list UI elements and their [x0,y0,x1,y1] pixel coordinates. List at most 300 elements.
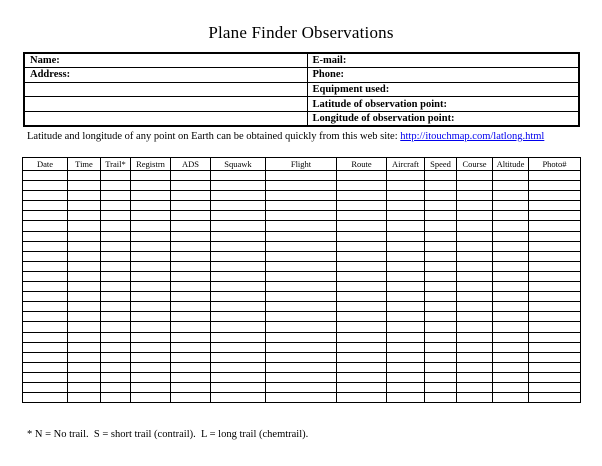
empty-cell [529,261,581,271]
empty-cell [529,342,581,352]
contact-row [24,68,579,83]
empty-cell [425,221,457,231]
empty-cell [337,211,387,221]
empty-cell [425,181,457,191]
empty-cell [101,282,131,292]
empty-cell [101,261,131,271]
empty-observation-row [23,271,581,281]
empty-cell [457,372,493,382]
empty-cell [266,171,337,181]
empty-cell [387,221,425,231]
empty-observation-row [23,201,581,211]
empty-cell [23,191,68,201]
empty-cell [337,282,387,292]
empty-cell [131,271,171,281]
empty-cell [457,332,493,342]
empty-cell [266,181,337,191]
empty-cell [337,201,387,211]
latlong-link[interactable]: http://itouchmap.com/latlong.html [400,131,545,142]
contact-left-cell [24,82,307,97]
empty-cell [457,362,493,372]
empty-cell [68,282,101,292]
empty-cell [131,241,171,251]
empty-cell [529,292,581,302]
empty-cell [131,362,171,372]
empty-cell [211,302,266,312]
empty-cell [131,332,171,342]
empty-cell [211,322,266,332]
empty-observation-row [23,211,581,221]
empty-cell [101,342,131,352]
empty-cell [23,231,68,241]
empty-cell [425,251,457,261]
empty-cell [529,211,581,221]
empty-cell [387,231,425,241]
empty-cell [337,372,387,382]
empty-cell [131,352,171,362]
empty-cell [493,211,529,221]
contact-info-table [23,52,580,127]
contact-right-cell: E-mail: [307,53,579,68]
empty-cell [23,382,68,392]
empty-cell [493,221,529,231]
contact-left-cell: Address: [24,68,307,83]
empty-cell [23,393,68,403]
empty-cell [493,251,529,261]
empty-cell [211,393,266,403]
empty-cell [425,241,457,251]
empty-cell [529,332,581,342]
empty-cell [101,352,131,362]
empty-cell [387,332,425,342]
empty-cell [387,191,425,201]
empty-cell [171,171,211,181]
empty-cell [337,292,387,302]
empty-cell [68,302,101,312]
empty-cell [457,181,493,191]
empty-cell [529,322,581,332]
empty-cell [387,211,425,221]
empty-cell [337,251,387,261]
latlong-note [27,131,544,142]
empty-cell [211,261,266,271]
empty-cell [493,261,529,271]
empty-cell [211,362,266,372]
empty-observation-row [23,251,581,261]
empty-cell [387,372,425,382]
empty-cell [493,393,529,403]
empty-cell [387,393,425,403]
empty-cell [387,271,425,281]
empty-cell [101,322,131,332]
empty-cell [131,181,171,191]
empty-cell [457,201,493,211]
column-header-squawk: Squawk [211,158,266,171]
empty-cell [211,201,266,211]
empty-cell [23,241,68,251]
empty-cell [23,282,68,292]
empty-cell [101,211,131,221]
empty-observation-row [23,221,581,231]
empty-cell [266,221,337,231]
latlong-note-text: Latitude and longitude of any point on Earth can be obtained quickly from this web site: [27,131,401,142]
empty-cell [101,292,131,302]
empty-cell [493,292,529,302]
empty-cell [68,241,101,251]
empty-cell [68,191,101,201]
empty-cell [171,231,211,241]
empty-cell [337,382,387,392]
empty-cell [23,292,68,302]
empty-cell [211,191,266,201]
column-header-speed: Speed [425,158,457,171]
empty-cell [337,332,387,342]
empty-cell [131,322,171,332]
empty-cell [211,241,266,251]
empty-cell [131,302,171,312]
empty-cell [425,302,457,312]
empty-cell [457,342,493,352]
column-header-trail: Trail* [101,158,131,171]
empty-cell [211,312,266,322]
empty-cell [387,201,425,211]
empty-cell [337,322,387,332]
empty-cell [131,312,171,322]
empty-cell [337,271,387,281]
empty-cell [493,382,529,392]
empty-cell [266,231,337,241]
empty-cell [266,342,337,352]
empty-cell [457,271,493,281]
empty-cell [211,382,266,392]
empty-cell [529,171,581,181]
column-header-altitude: Altitude [493,158,529,171]
empty-observation-row [23,382,581,392]
empty-cell [425,231,457,241]
empty-cell [23,171,68,181]
empty-cell [425,382,457,392]
empty-cell [387,282,425,292]
empty-cell [493,332,529,342]
empty-cell [171,342,211,352]
empty-cell [68,342,101,352]
empty-cell [266,332,337,342]
empty-cell [101,191,131,201]
empty-cell [529,221,581,231]
contact-right-cell: Latitude of observation point: [307,97,579,112]
empty-observation-row [23,322,581,332]
empty-cell [23,211,68,221]
empty-cell [493,312,529,322]
empty-cell [529,191,581,201]
empty-cell [457,221,493,231]
empty-cell [23,302,68,312]
empty-cell [529,393,581,403]
empty-cell [101,181,131,191]
empty-cell [23,322,68,332]
empty-cell [425,312,457,322]
empty-cell [131,171,171,181]
empty-cell [131,372,171,382]
empty-cell [68,332,101,342]
empty-observation-row [23,261,581,271]
contact-row [24,82,579,97]
empty-cell [171,362,211,372]
empty-cell [211,251,266,261]
empty-cell [23,312,68,322]
empty-cell [23,181,68,191]
empty-cell [493,231,529,241]
empty-cell [171,271,211,281]
empty-cell [171,322,211,332]
empty-observation-row [23,241,581,251]
empty-cell [131,382,171,392]
empty-cell [337,393,387,403]
empty-cell [387,362,425,372]
contact-row [24,53,579,68]
empty-cell [425,362,457,372]
empty-cell [171,282,211,292]
empty-cell [529,241,581,251]
empty-cell [457,312,493,322]
empty-cell [23,372,68,382]
empty-cell [337,302,387,312]
empty-cell [493,282,529,292]
empty-cell [266,322,337,332]
empty-cell [425,171,457,181]
empty-cell [101,171,131,181]
empty-observation-row [23,292,581,302]
empty-cell [266,292,337,302]
empty-observation-row [23,231,581,241]
empty-cell [131,201,171,211]
empty-cell [68,201,101,211]
empty-cell [101,332,131,342]
empty-cell [211,332,266,342]
empty-cell [131,393,171,403]
empty-cell [101,312,131,322]
empty-cell [23,221,68,231]
empty-cell [425,393,457,403]
empty-cell [457,171,493,181]
empty-cell [493,271,529,281]
empty-cell [457,211,493,221]
observations-table [22,157,581,403]
empty-cell [529,352,581,362]
column-header-time: Time [68,158,101,171]
empty-cell [425,352,457,362]
page-title: Plane Finder Observations [208,23,394,42]
empty-cell [211,181,266,191]
empty-observation-row [23,282,581,292]
empty-cell [387,241,425,251]
empty-cell [23,352,68,362]
empty-cell [337,352,387,362]
empty-cell [266,251,337,261]
empty-observation-row [23,362,581,372]
empty-cell [493,171,529,181]
column-header-registrn: Registrn [131,158,171,171]
empty-cell [68,181,101,191]
empty-cell [266,362,337,372]
empty-cell [68,312,101,322]
empty-cell [101,302,131,312]
empty-cell [387,171,425,181]
empty-cell [457,292,493,302]
empty-observation-row [23,332,581,342]
empty-cell [493,201,529,211]
empty-cell [171,261,211,271]
empty-cell [425,282,457,292]
empty-cell [211,211,266,221]
contact-right-cell: Equipment used: [307,82,579,97]
empty-cell [387,312,425,322]
empty-observation-row [23,312,581,322]
empty-cell [387,382,425,392]
empty-cell [337,221,387,231]
empty-cell [211,342,266,352]
empty-cell [211,292,266,302]
empty-cell [457,241,493,251]
empty-cell [387,181,425,191]
empty-cell [529,271,581,281]
empty-cell [68,171,101,181]
empty-cell [266,372,337,382]
contact-left-cell [24,111,307,126]
empty-cell [529,201,581,211]
empty-cell [337,181,387,191]
empty-cell [171,211,211,221]
empty-cell [101,372,131,382]
empty-cell [68,292,101,302]
empty-cell [68,362,101,372]
empty-cell [211,372,266,382]
empty-cell [68,393,101,403]
empty-cell [171,372,211,382]
empty-cell [68,352,101,362]
empty-cell [337,191,387,201]
empty-cell [457,231,493,241]
column-header-aircraft: Aircraft [387,158,425,171]
empty-cell [68,211,101,221]
empty-cell [529,362,581,372]
empty-cell [101,201,131,211]
empty-cell [266,382,337,392]
empty-cell [131,191,171,201]
empty-cell [387,261,425,271]
empty-cell [425,191,457,201]
empty-cell [529,302,581,312]
empty-cell [425,201,457,211]
empty-cell [101,382,131,392]
empty-cell [171,332,211,342]
empty-cell [493,362,529,372]
column-header-flight: Flight [266,158,337,171]
empty-observation-row [23,181,581,191]
empty-cell [387,352,425,362]
empty-cell [266,393,337,403]
column-header-photo: Photo# [529,158,581,171]
contact-right-cell: Phone: [307,68,579,83]
empty-cell [171,292,211,302]
empty-cell [131,211,171,221]
empty-cell [387,322,425,332]
empty-cell [101,271,131,281]
empty-cell [387,342,425,352]
empty-cell [425,332,457,342]
empty-cell [23,332,68,342]
empty-cell [425,211,457,221]
empty-cell [457,302,493,312]
empty-cell [266,201,337,211]
empty-cell [425,322,457,332]
column-header-date: Date [23,158,68,171]
empty-cell [457,393,493,403]
contact-right-cell: Longitude of observation point: [307,111,579,126]
empty-cell [493,342,529,352]
empty-cell [68,271,101,281]
empty-cell [101,393,131,403]
empty-cell [23,271,68,281]
empty-cell [211,352,266,362]
empty-cell [131,231,171,241]
empty-cell [131,261,171,271]
empty-cell [529,312,581,322]
contact-left-cell: Name: [24,53,307,68]
empty-cell [211,171,266,181]
empty-cell [211,231,266,241]
contact-left-cell [24,97,307,112]
empty-cell [211,271,266,281]
empty-cell [23,362,68,372]
empty-cell [171,382,211,392]
empty-cell [171,221,211,231]
empty-cell [266,261,337,271]
empty-cell [457,352,493,362]
empty-cell [529,251,581,261]
empty-cell [457,261,493,271]
empty-cell [337,312,387,322]
empty-cell [171,312,211,322]
column-header-course: Course [457,158,493,171]
empty-cell [266,241,337,251]
empty-cell [131,251,171,261]
empty-cell [68,261,101,271]
empty-cell [23,251,68,261]
empty-observation-row [23,393,581,403]
observations-header-row [23,158,581,171]
empty-cell [131,342,171,352]
empty-cell [131,221,171,231]
empty-cell [337,261,387,271]
empty-cell [337,362,387,372]
empty-cell [171,201,211,211]
empty-cell [425,271,457,281]
empty-cell [425,292,457,302]
empty-cell [101,231,131,241]
contact-row [24,111,579,126]
empty-cell [266,271,337,281]
empty-cell [529,231,581,241]
empty-cell [68,382,101,392]
empty-cell [266,282,337,292]
empty-cell [171,241,211,251]
empty-cell [68,251,101,261]
empty-cell [101,221,131,231]
empty-cell [23,201,68,211]
empty-cell [529,282,581,292]
empty-cell [493,352,529,362]
